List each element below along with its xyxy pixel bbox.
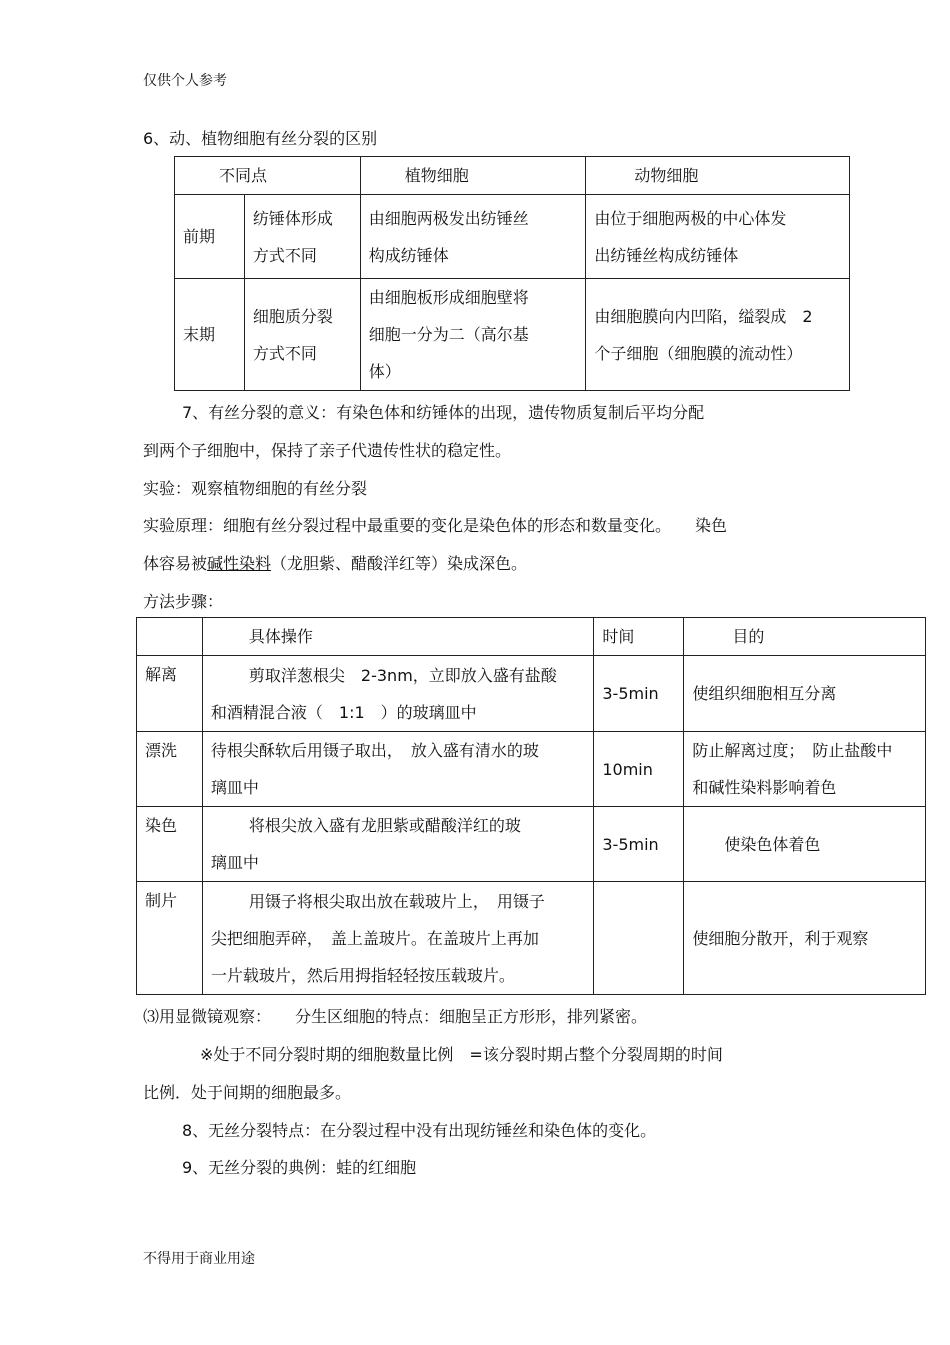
basic-dye-term: 碱性染料 xyxy=(207,554,272,573)
phase-cell: 末期 xyxy=(175,279,245,391)
note-line2: 比例．处于间期的细胞最多。 xyxy=(143,1083,352,1102)
page-footer: 不得用于商业用途 xyxy=(143,1251,255,1267)
table-row xyxy=(137,882,926,995)
header-animal: 动物细胞 xyxy=(586,157,850,195)
cell-division-comparison-table xyxy=(174,156,850,391)
step-cell: 漂洗 xyxy=(137,732,203,807)
table-row xyxy=(175,195,850,279)
animal-cell: 由细胞膜向内凹陷，缢裂成 2 个子细胞（细胞膜的流动性） xyxy=(586,279,850,391)
method-steps-table xyxy=(136,617,926,995)
plant-cell: 由细胞两极发出纺锤丝 构成纺锤体 xyxy=(360,195,586,279)
header-plant: 植物细胞 xyxy=(360,157,586,195)
purpose-cell: 防止解离过度； 防止盐酸中 和碱性染料影响着色 xyxy=(684,732,926,807)
step-cell: 制片 xyxy=(137,882,203,995)
principle-line2: 体容易被碱性染料（龙胆紫、醋酸洋红等）染成深色。 xyxy=(143,554,528,573)
purpose-cell: 使染色体着色 xyxy=(684,807,926,882)
operation-cell: 剪取洋葱根尖 2-3nm，立即放入盛有盐酸 和酒精混合液（ 1:1 ）的玻璃皿中 xyxy=(202,656,593,732)
table-header-row xyxy=(137,618,926,656)
section9-text: 9、无丝分裂的典例：蛙的红细胞 xyxy=(182,1158,417,1177)
steps-title: 方法步骤： xyxy=(143,592,224,611)
header-time: 时间 xyxy=(594,618,684,656)
table-row xyxy=(175,279,850,391)
header-empty xyxy=(137,618,203,656)
section7-line1: 7、有丝分裂的意义：有染色体和纺锤体的出现，遗传物质复制后平均分配 xyxy=(182,403,705,422)
header-purpose: 目的 xyxy=(684,618,926,656)
table-header-row xyxy=(175,157,850,195)
step-cell: 染色 xyxy=(137,807,203,882)
header-operation: 具体操作 xyxy=(202,618,593,656)
animal-cell: 由位于细胞两极的中心体发 出纺锤丝构成纺锤体 xyxy=(586,195,850,279)
time-cell: 10min xyxy=(594,732,684,807)
header-difference: 不同点 xyxy=(175,157,361,195)
experiment-title: 实验：观察植物细胞的有丝分裂 xyxy=(143,479,368,498)
plant-cell: 由细胞板形成细胞壁将 细胞一分为二（高尔基 体） xyxy=(360,279,586,391)
step-cell: 解离 xyxy=(137,656,203,732)
phase-cell: 前期 xyxy=(175,195,245,279)
section7-line2: 到两个子细胞中，保持了亲子代遗传性状的稳定性。 xyxy=(143,441,512,460)
time-cell xyxy=(594,882,684,995)
observe-line: ⑶用显微镜观察： 分生区细胞的特点：细胞呈正方形形，排列紧密。 xyxy=(143,1007,648,1026)
section6-title: 6、动、植物细胞有丝分裂的区别 xyxy=(143,129,378,148)
aspect-cell: 纺锤体形成 方式不同 xyxy=(244,195,360,279)
time-cell: 3-5min xyxy=(594,807,684,882)
operation-cell: 将根尖放入盛有龙胆紫或醋酸洋红的玻 璃皿中 xyxy=(202,807,593,882)
table-row xyxy=(137,807,926,882)
operation-cell: 待根尖酥软后用镊子取出， 放入盛有清水的玻 璃皿中 xyxy=(202,732,593,807)
page-header: 仅供个人参考 xyxy=(143,73,227,89)
principle-line1: 实验原理：细胞有丝分裂过程中最重要的变化是染色体的形态和数量变化。 染色 xyxy=(143,516,728,535)
time-cell: 3-5min xyxy=(594,656,684,732)
table-row xyxy=(137,732,926,807)
note-line1: ※处于不同分裂时期的细胞数量比例 =该分裂时期占整个分裂周期的时间 xyxy=(200,1045,723,1064)
operation-cell: 用镊子将根尖取出放在载玻片上， 用镊子 尖把细胞弄碎， 盖上盖玻片。在盖玻片上再加 一片载玻片，然后用拇指轻轻按压载玻片。 xyxy=(202,882,593,995)
section8-text: 8、无丝分裂特点：在分裂过程中没有出现纺锤丝和染色体的变化。 xyxy=(182,1121,657,1140)
purpose-cell: 使细胞分散开，利于观察 xyxy=(684,882,926,995)
purpose-cell: 使组织细胞相互分离 xyxy=(684,656,926,732)
aspect-cell: 细胞质分裂 方式不同 xyxy=(244,279,360,391)
table-row xyxy=(137,656,926,732)
